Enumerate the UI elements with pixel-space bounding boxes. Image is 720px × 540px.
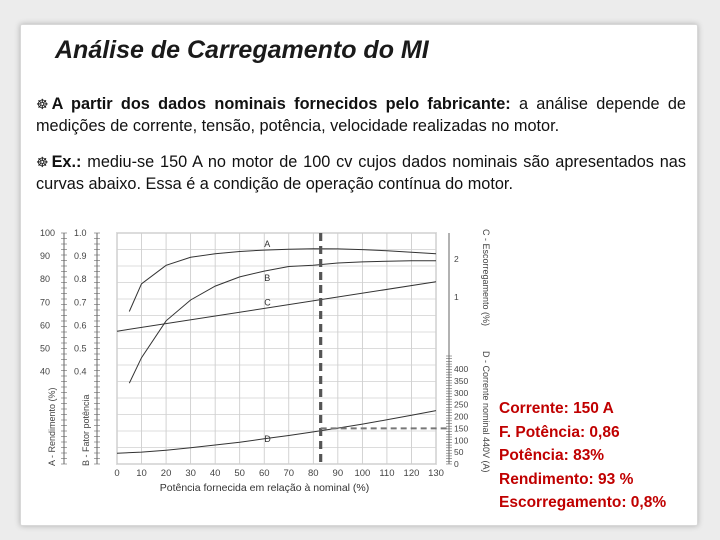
series-b-label: B: [264, 273, 271, 284]
x-tick-label: 80: [308, 468, 319, 479]
bullet-icon: ☸: [36, 96, 49, 112]
summary-power: Potência: 83%: [499, 447, 605, 464]
x-tick-label: 120: [403, 468, 420, 479]
series-a-label: A: [264, 239, 271, 250]
efficiency-tick-label: 100: [40, 228, 56, 238]
efficiency-tick-label: 60: [40, 320, 51, 331]
x-axis-label: Potência fornecida em relação à nominal (%): [159, 482, 370, 494]
x-tick-label: 90: [332, 468, 344, 479]
paragraph-example-bold: Ex.:: [51, 153, 82, 171]
x-tick-label: 110: [379, 468, 395, 479]
series-c-line: [117, 282, 436, 331]
efficiency-tick-label: 70: [40, 297, 51, 308]
power-factor-tick-label: 0.8: [74, 274, 87, 285]
x-tick-label: 20: [160, 468, 172, 479]
current-tick-label: 200: [454, 411, 469, 422]
summary-current: Corrente: 150 A: [499, 400, 614, 417]
x-tick-label: 50: [234, 468, 245, 479]
current-tick-label: 250: [454, 399, 469, 410]
power-factor-axis-label: B - Fator potência: [81, 394, 91, 466]
slip-tick-label: 1: [454, 292, 459, 302]
current-tick-label: 300: [454, 387, 469, 398]
efficiency-tick-label: 40: [40, 366, 51, 377]
summary-power-factor: F. Potência: 0,86: [499, 423, 620, 441]
current-tick-label: 100: [454, 435, 469, 446]
power-factor-tick-label: 0.5: [74, 343, 87, 354]
power-factor-tick-label: 0.4: [74, 366, 87, 377]
current-axis-label: D - Corrente nominal 440V (A): [481, 351, 491, 473]
current-tick-label: 400: [454, 364, 469, 374]
efficiency-axis-label: A - Rendimento (%): [47, 387, 57, 466]
motor-curves-chart: [34, 221, 504, 496]
paragraph-intro: [36, 93, 686, 137]
x-tick-label: 130: [428, 468, 444, 479]
power-factor-tick-label: 0.7: [74, 297, 87, 308]
series-d-line: [117, 411, 436, 454]
paragraph-intro-bold: A partir dos dados nominais fornecidos pelo fabricante:: [51, 95, 511, 113]
x-tick-label: 60: [258, 468, 270, 479]
current-tick-label: 50: [454, 447, 464, 458]
x-tick-label: 70: [283, 468, 295, 479]
power-factor-tick-label: 0.6: [74, 320, 87, 331]
efficiency-tick-label: 90: [40, 251, 51, 262]
x-tick-label: 0: [114, 468, 120, 479]
efficiency-tick-label: 50: [40, 343, 51, 354]
series-c-label: C: [264, 297, 271, 308]
series-d-label: D: [264, 434, 271, 445]
current-tick-label: 0: [454, 459, 459, 469]
paragraph-example-text: mediu-se 150 A no motor de 100 cv cujos dados nominais são apresentados nas curvas abaixo. Essa é a condição de operação contínua do motor.: [36, 153, 686, 193]
summary-slip: Escorregamento: 0,8%: [499, 494, 667, 511]
slip-tick-label: 2: [454, 254, 459, 264]
slide-title: Análise de Carregamento do MI: [55, 36, 429, 64]
slip-axis-label: C - Escorregamento (%): [481, 229, 491, 327]
power-factor-tick-label: 1.0: [74, 228, 87, 238]
bullet-icon: ☸: [36, 154, 49, 170]
series-a-line: [129, 249, 436, 312]
x-tick-label: 30: [185, 468, 196, 479]
summary-efficiency: Rendimento: 93 %: [499, 470, 634, 488]
x-tick-label: 40: [209, 468, 221, 479]
paragraph-example: [36, 151, 686, 195]
current-tick-label: 150: [454, 423, 469, 434]
power-factor-tick-label: 0.9: [74, 251, 87, 262]
current-tick-label: 350: [454, 375, 469, 386]
summary-box: [499, 397, 666, 515]
x-tick-label: 10: [136, 468, 147, 479]
efficiency-tick-label: 80: [40, 274, 51, 285]
x-tick-label: 100: [354, 468, 371, 479]
paragraph-intro-text: a análise depende de medições de corrente, tensão, potência, velocidade realizadas no motor.: [36, 95, 686, 135]
